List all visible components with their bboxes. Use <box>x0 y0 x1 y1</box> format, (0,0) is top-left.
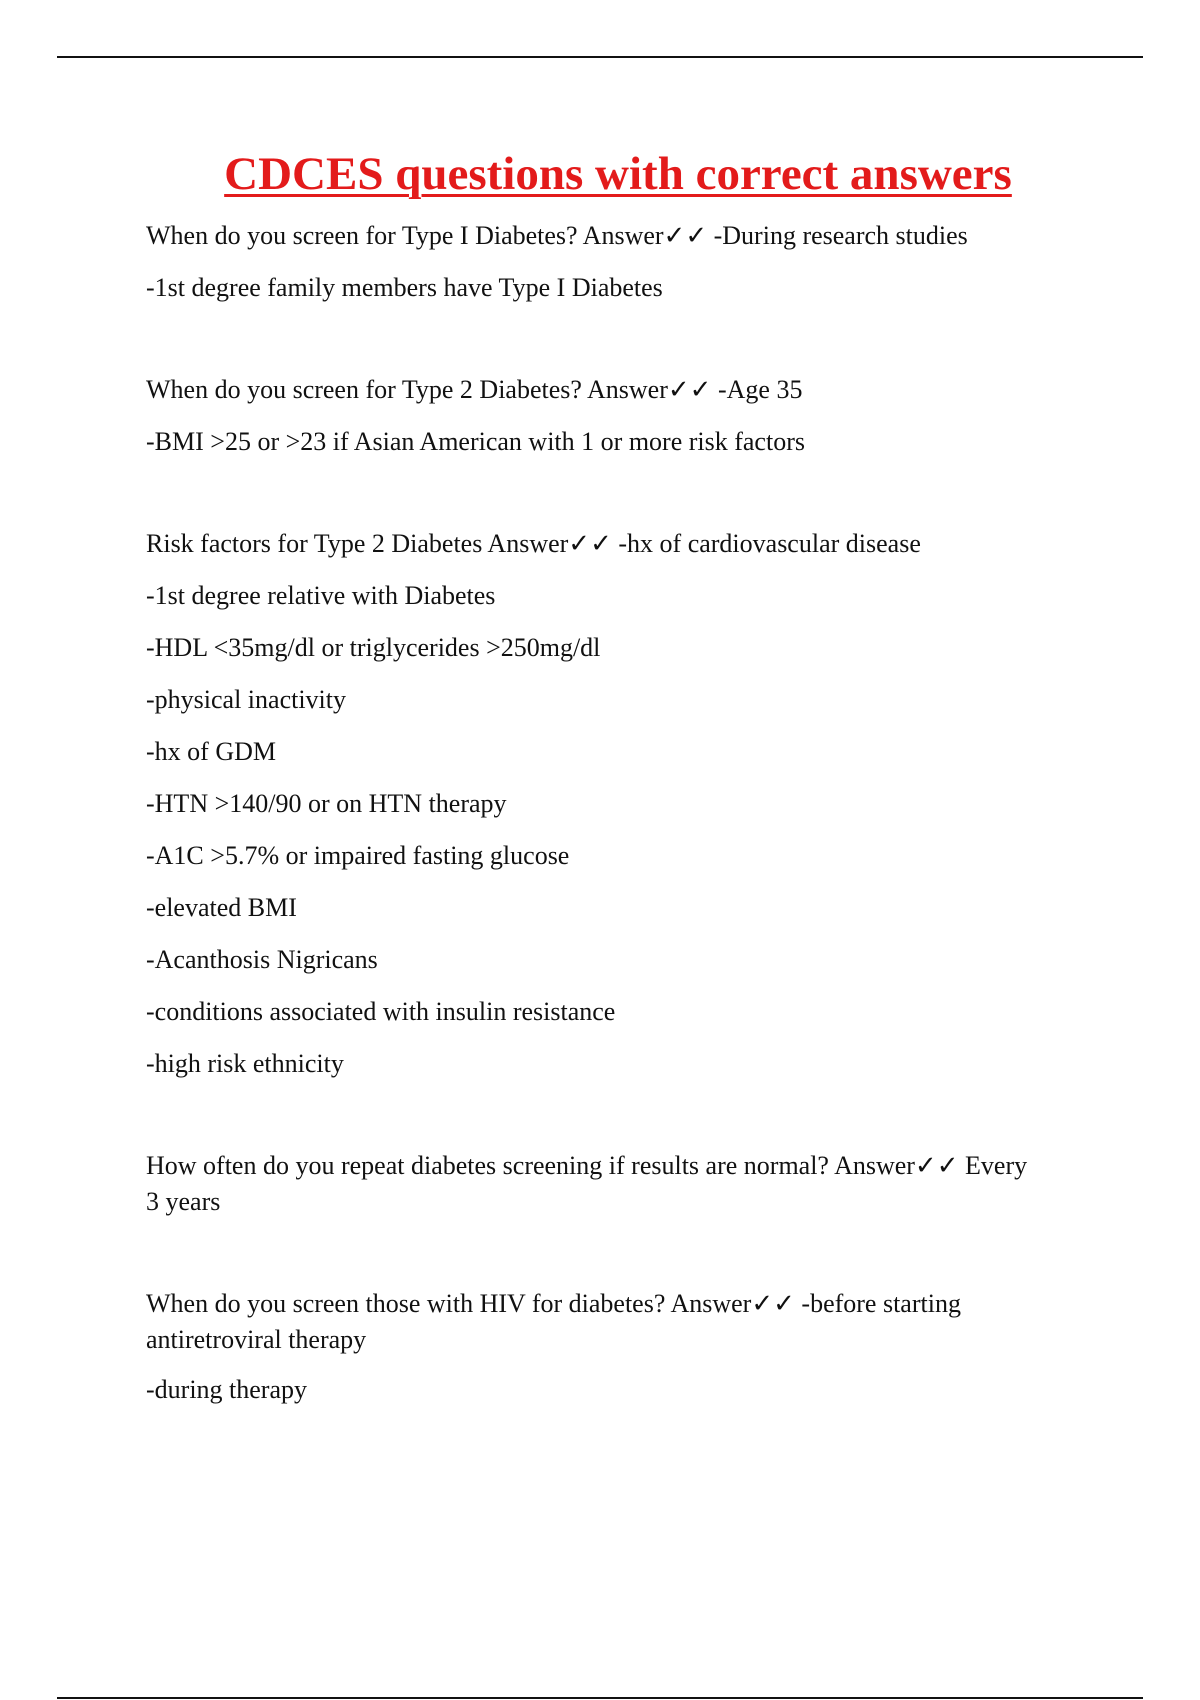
answer-line: -elevated BMI <box>146 893 297 922</box>
document-body <box>146 218 1046 1474</box>
answer-marker: Answer✓✓ <box>834 1151 959 1180</box>
answer-line: -1st degree relative with Diabetes <box>146 581 496 610</box>
answer-line: -BMI >25 or >23 if Asian American with 1 or more risk factors <box>146 427 805 456</box>
question-line <box>146 218 1046 254</box>
answer-line: -hx of GDM <box>146 737 276 766</box>
answer-line: -during therapy <box>146 1375 308 1404</box>
answer-marker: Answer✓✓ <box>582 221 708 250</box>
question-line <box>146 1286 1046 1358</box>
answer-marker: Answer✓✓ <box>670 1289 795 1318</box>
question-text: When do you screen those with HIV for diabetes? <box>146 1289 666 1318</box>
bottom-rule <box>57 1697 1143 1699</box>
answer-marker: Answer✓✓ <box>487 529 612 558</box>
qa-item <box>146 218 1046 306</box>
question-text: When do you screen for Type 2 Diabetes? <box>146 375 582 404</box>
answer-line: -physical inactivity <box>146 685 347 714</box>
question-text: When do you screen for Type I Diabetes? <box>146 221 578 250</box>
top-rule <box>57 56 1143 58</box>
answer-line: -hx of cardiovascular disease <box>618 529 921 558</box>
qa-item <box>146 1286 1046 1408</box>
answer-line: -conditions associated with insulin resistance <box>146 997 616 1026</box>
question-line <box>146 1148 1046 1220</box>
answer-line: -Acanthosis Nigricans <box>146 945 378 974</box>
answer-line: -HTN >140/90 or on HTN therapy <box>146 789 507 818</box>
answer-line: -HDL <35mg/dl or triglycerides >250mg/dl <box>146 633 601 662</box>
qa-item <box>146 526 1046 1082</box>
answer-line: -1st degree family members have Type I Diabetes <box>146 273 663 302</box>
answer-marker: Answer✓✓ <box>587 375 712 404</box>
question-line <box>146 372 1046 408</box>
question-text: How often do you repeat diabetes screening if results are normal? <box>146 1151 829 1180</box>
answer-line: -high risk ethnicity <box>146 1049 344 1078</box>
qa-item <box>146 1148 1046 1220</box>
question-text: Risk factors for Type 2 Diabetes <box>146 529 483 558</box>
answer-line: -A1C >5.7% or impaired fasting glucose <box>146 841 570 870</box>
answer-line: Every 3 years <box>146 1151 1028 1216</box>
answer-line: -Age 35 <box>717 375 803 404</box>
question-line <box>146 526 1046 562</box>
answer-line: -before starting antiretroviral therapy <box>146 1289 961 1354</box>
answer-line: -During research studies <box>713 221 968 250</box>
document-title: CDCES questions with correct answers <box>224 148 1012 200</box>
qa-item <box>146 372 1046 460</box>
